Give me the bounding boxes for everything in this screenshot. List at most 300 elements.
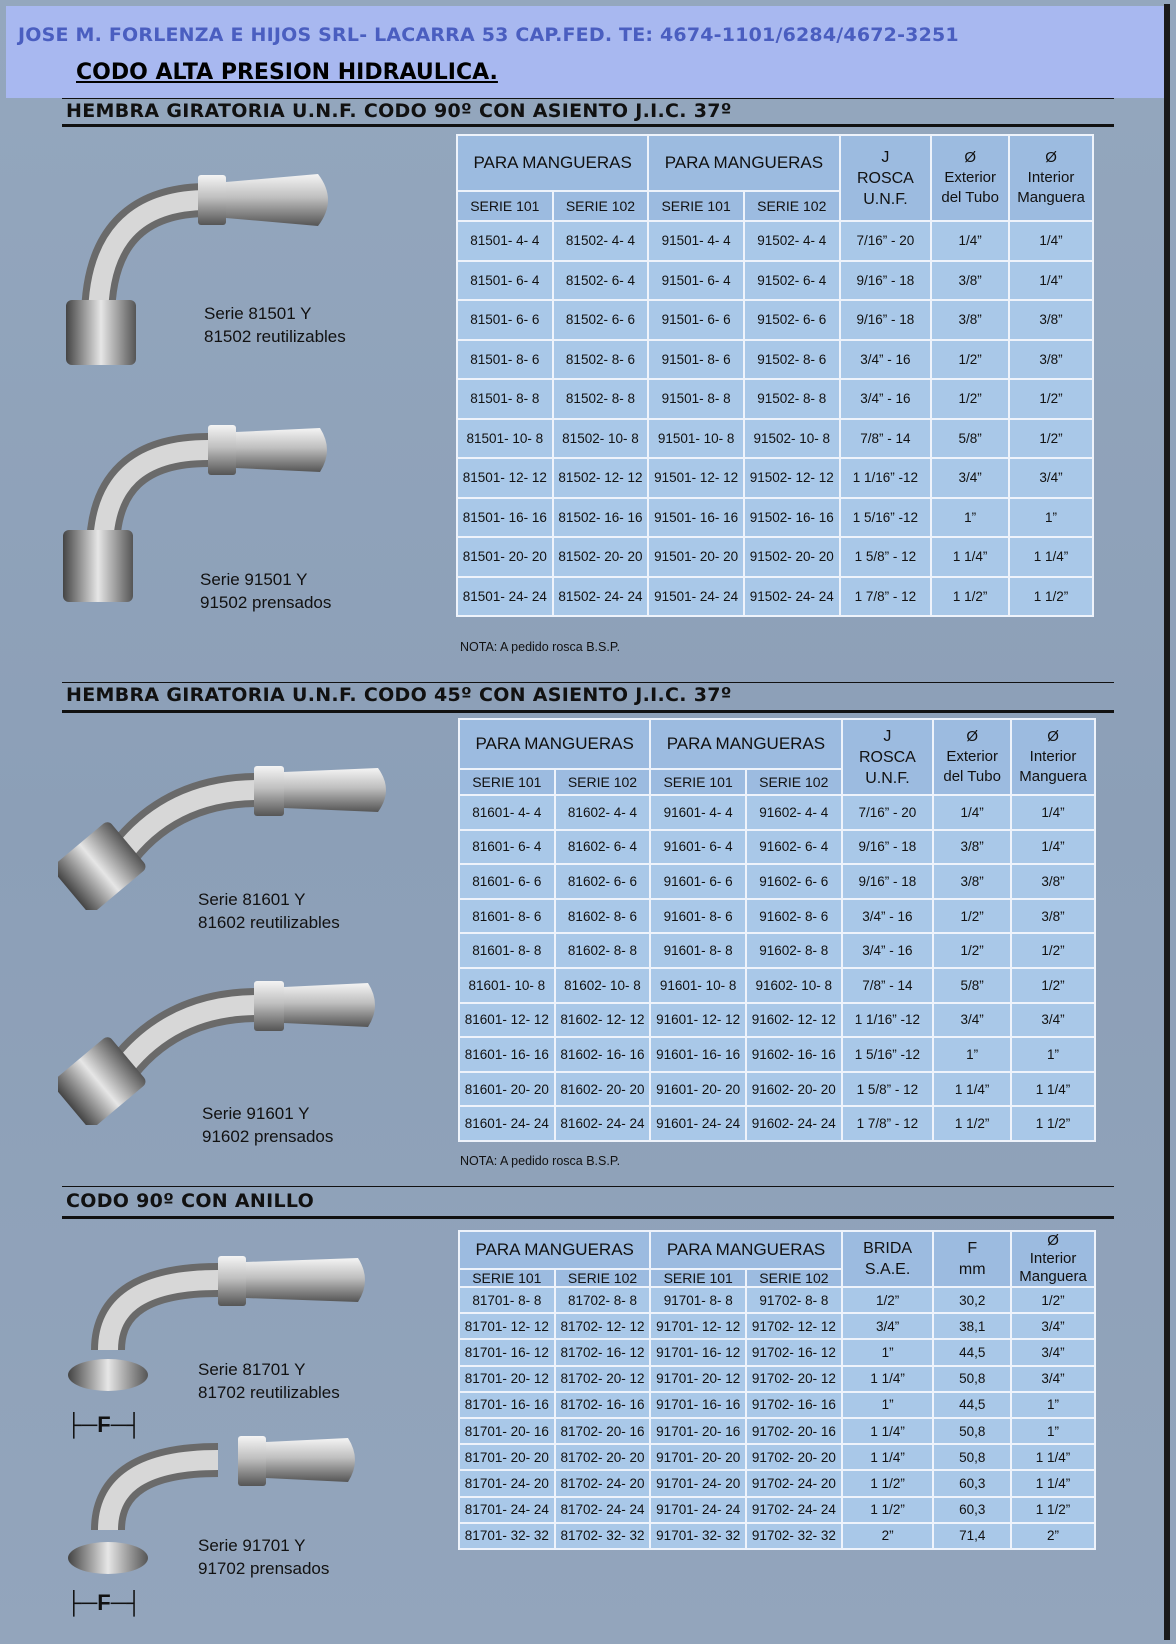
header-serie: SERIE 102 <box>744 191 840 221</box>
table-cell: 81601- 12- 12 <box>459 1003 555 1038</box>
header-exterior: Ø Exterior del Tubo <box>933 719 1011 795</box>
table-cell: 81602- 6- 6 <box>555 864 651 899</box>
table-row <box>457 498 1093 538</box>
table-cell: 1 1/2” <box>842 1470 934 1496</box>
table-cell: 1 1/4” <box>1011 1470 1095 1496</box>
header-group: PARA MANGUERAS <box>459 1231 650 1269</box>
table-row <box>459 1418 1095 1444</box>
caption-line: Serie 81501 Y <box>204 304 312 323</box>
table-cell: 3/8” <box>1011 899 1095 934</box>
table-cell: 1 1/4” <box>842 1444 934 1470</box>
table-cell: 1 1/4” <box>1011 1444 1095 1470</box>
table-cell: 81501- 20- 20 <box>457 537 553 577</box>
section-rule <box>62 124 1114 127</box>
table-cell: 9/16” - 18 <box>840 300 932 340</box>
caption-line: Serie 81701 Y <box>198 1360 306 1379</box>
caption-91601 <box>202 1102 333 1148</box>
table-cell: 81701- 16- 16 <box>459 1392 555 1418</box>
table-cell: 91502- 12- 12 <box>744 458 840 498</box>
table-cell: 91501- 8- 6 <box>648 340 744 380</box>
table-cell: 1/4” <box>933 795 1011 830</box>
table-cell: 1 1/4” <box>1009 537 1093 577</box>
table-cell: 81501- 6- 4 <box>457 261 553 301</box>
table-row <box>459 899 1095 934</box>
header-interior: Ø Interior Manguera <box>1011 719 1095 795</box>
section-rule-top <box>62 1186 1114 1187</box>
table-cell: 91501- 8- 8 <box>648 379 744 419</box>
table-row <box>459 1313 1095 1339</box>
table-cell: 91502- 10- 8 <box>744 419 840 459</box>
caption-line: Serie 91501 Y <box>200 570 308 589</box>
table-cell: 81502- 12- 12 <box>553 458 649 498</box>
header-rosca: J ROSCA U.N.F. <box>842 719 934 795</box>
table-cell: 1/2” <box>933 899 1011 934</box>
table-cell: 81602- 16- 16 <box>555 1037 651 1072</box>
company-info: JOSE M. FORLENZA E HIJOS SRL- LACARRA 53 CAP.FED. TE: 4674-1101/6284/4672-3251 <box>18 24 959 46</box>
header-serie: SERIE 102 <box>555 1269 651 1287</box>
table-cell: 91601- 8- 8 <box>650 933 746 968</box>
section-rule-top <box>62 682 1114 683</box>
caption-line: 91502 prensados <box>200 593 332 612</box>
spec-rows <box>459 1287 1095 1549</box>
table-row <box>459 830 1095 865</box>
table-cell: 3/8” <box>1011 864 1095 899</box>
header-f: F mm <box>933 1231 1011 1287</box>
table-cell: 81601- 8- 8 <box>459 933 555 968</box>
header-serie: SERIE 101 <box>648 191 744 221</box>
table-cell: 91702- 8- 8 <box>746 1287 842 1313</box>
table-cell: 81601- 20- 20 <box>459 1072 555 1107</box>
table-cell: 1/2” <box>1011 933 1095 968</box>
table-cell: 1/2” <box>1009 379 1093 419</box>
table-cell: 1” <box>842 1392 934 1418</box>
table-cell: 91501- 6- 6 <box>648 300 744 340</box>
page-edge <box>1164 4 1170 1640</box>
table-row <box>457 577 1093 617</box>
table-cell: 91601- 16- 16 <box>650 1037 746 1072</box>
table-cell: 91602- 12- 12 <box>746 1003 842 1038</box>
table-cell: 91601- 24- 24 <box>650 1106 746 1141</box>
table-row <box>459 1392 1095 1418</box>
table-cell: 81701- 20- 16 <box>459 1418 555 1444</box>
table-cell: 81602- 10- 8 <box>555 968 651 1003</box>
table-cell: 81601- 6- 4 <box>459 830 555 865</box>
table-cell: 1/4” <box>931 221 1009 261</box>
table-cell: 1 5/16” -12 <box>842 1037 934 1072</box>
table-cell: 81702- 12- 12 <box>555 1313 651 1339</box>
table-cell: 81702- 16- 16 <box>555 1392 651 1418</box>
table-cell: 1 1/4” <box>1011 1072 1095 1107</box>
header-interior: Ø Interior Manguera <box>1009 135 1093 221</box>
table-row <box>457 221 1093 261</box>
table-cell: 44,5 <box>933 1339 1011 1365</box>
table-row <box>457 537 1093 577</box>
table-cell: 81601- 4- 4 <box>459 795 555 830</box>
page-header <box>6 6 1164 98</box>
table-cell: 1” <box>1011 1418 1095 1444</box>
table-cell: 81701- 12- 12 <box>459 1313 555 1339</box>
table-cell: 1/4” <box>1011 795 1095 830</box>
table-cell: 81502- 20- 20 <box>553 537 649 577</box>
table-cell: 1 7/8” - 12 <box>842 1106 934 1141</box>
table-row <box>457 340 1093 380</box>
table-cell: 81502- 10- 8 <box>553 419 649 459</box>
table-cell: 3/4” <box>842 1313 934 1339</box>
table-cell: 81702- 16- 12 <box>555 1339 651 1365</box>
table-cell: 91701- 24- 24 <box>650 1497 746 1523</box>
table-cell: 91501- 24- 24 <box>648 577 744 617</box>
table-row <box>459 1366 1095 1392</box>
header-serie: SERIE 102 <box>553 191 649 221</box>
table-cell: 81701- 32- 32 <box>459 1523 555 1549</box>
table-cell: 81502- 16- 16 <box>553 498 649 538</box>
caption-line: 91602 prensados <box>202 1127 334 1146</box>
table-cell: 81501- 8- 6 <box>457 340 553 380</box>
table-cell: 91602- 16- 16 <box>746 1037 842 1072</box>
spec-table-90-anillo <box>458 1230 1096 1550</box>
spec-rows <box>457 221 1093 616</box>
section-title-90-anillo: CODO 90º CON ANILLO <box>66 1190 315 1212</box>
table-cell: 81501- 4- 4 <box>457 221 553 261</box>
section-title-45-jic: HEMBRA GIRATORIA U.N.F. CODO 45º CON ASIENTO J.I.C. 37º <box>66 684 732 706</box>
table-row <box>459 864 1095 899</box>
table-cell: 3/4” <box>1011 1339 1095 1365</box>
table-row <box>457 458 1093 498</box>
table-cell: 50,8 <box>933 1444 1011 1470</box>
table-cell: 60,3 <box>933 1470 1011 1496</box>
section-rule <box>62 1216 1114 1219</box>
table-row <box>457 419 1093 459</box>
table-row <box>459 1287 1095 1313</box>
table-cell: 3/4” - 16 <box>842 899 934 934</box>
dimension-f-marker: ├─F─┤ <box>66 1590 142 1615</box>
header-serie: SERIE 102 <box>555 769 651 795</box>
table-cell: 81702- 20- 16 <box>555 1418 651 1444</box>
table-cell: 91602- 8- 8 <box>746 933 842 968</box>
table-cell: 9/16” - 18 <box>842 830 934 865</box>
table-cell: 91501- 10- 8 <box>648 419 744 459</box>
table-cell: 1 1/4” <box>842 1418 934 1444</box>
table-cell: 91601- 10- 8 <box>650 968 746 1003</box>
table-row <box>459 1072 1095 1107</box>
note-bsp: NOTA: A pedido rosca B.S.P. <box>460 640 621 654</box>
table-cell: 91601- 20- 20 <box>650 1072 746 1107</box>
table-cell: 91602- 8- 6 <box>746 899 842 934</box>
table-cell: 91602- 20- 20 <box>746 1072 842 1107</box>
elbow-90-reusable-image <box>58 170 358 385</box>
table-cell: 1 5/8” - 12 <box>840 537 932 577</box>
table-cell: 50,8 <box>933 1418 1011 1444</box>
table-cell: 91501- 20- 20 <box>648 537 744 577</box>
table-cell: 91602- 6- 4 <box>746 830 842 865</box>
table-cell: 3/4” - 16 <box>840 379 932 419</box>
table-cell: 81501- 16- 16 <box>457 498 553 538</box>
table-cell: 91501- 16- 16 <box>648 498 744 538</box>
caption-line: 81602 reutilizables <box>198 913 340 932</box>
caption-line: Serie 81601 Y <box>198 890 306 909</box>
table-cell: 3/8” <box>933 830 1011 865</box>
header-serie: SERIE 102 <box>746 1269 842 1287</box>
table-cell: 2” <box>842 1523 934 1549</box>
table-cell: 3/4” <box>1011 1366 1095 1392</box>
table-row <box>459 1037 1095 1072</box>
table-cell: 3/4” <box>931 458 1009 498</box>
header-exterior: Ø Exterior del Tubo <box>931 135 1009 221</box>
header-group: PARA MANGUERAS <box>648 135 839 191</box>
section-rule <box>62 710 1114 713</box>
table-cell: 81502- 6- 6 <box>553 300 649 340</box>
header-group: PARA MANGUERAS <box>650 719 841 769</box>
table-cell: 1/2” <box>1011 1287 1095 1313</box>
table-cell: 91701- 12- 12 <box>650 1313 746 1339</box>
table-cell: 1/4” <box>1009 221 1093 261</box>
table-cell: 81702- 24- 20 <box>555 1470 651 1496</box>
table-cell: 91501- 4- 4 <box>648 221 744 261</box>
table-cell: 38,1 <box>933 1313 1011 1339</box>
table-cell: 3/4” <box>933 1003 1011 1038</box>
header-serie: SERIE 101 <box>650 1269 746 1287</box>
table-cell: 91702- 24- 20 <box>746 1470 842 1496</box>
table-cell: 1/2” <box>931 340 1009 380</box>
table-cell: 91701- 20- 12 <box>650 1366 746 1392</box>
table-cell: 1” <box>933 1037 1011 1072</box>
table-cell: 5/8” <box>933 968 1011 1003</box>
table-cell: 1 1/2” <box>1011 1106 1095 1141</box>
table-cell: 1 5/8” - 12 <box>842 1072 934 1107</box>
header-serie: SERIE 102 <box>746 769 842 795</box>
table-row <box>457 261 1093 301</box>
table-row <box>459 968 1095 1003</box>
table-cell: 91702- 20- 20 <box>746 1444 842 1470</box>
table-cell: 60,3 <box>933 1497 1011 1523</box>
table-cell: 91701- 32- 32 <box>650 1523 746 1549</box>
table-cell: 91602- 24- 24 <box>746 1106 842 1141</box>
table-cell: 1 1/4” <box>933 1072 1011 1107</box>
table-cell: 1/4” <box>1009 261 1093 301</box>
table-cell: 91502- 24- 24 <box>744 577 840 617</box>
table-cell: 81601- 8- 6 <box>459 899 555 934</box>
table-row <box>457 379 1093 419</box>
table-cell: 81601- 6- 6 <box>459 864 555 899</box>
table-cell: 1/2” <box>931 379 1009 419</box>
table-cell: 3/8” <box>931 261 1009 301</box>
table-cell: 1/2” <box>1011 968 1095 1003</box>
table-cell: 3/4” <box>1009 458 1093 498</box>
caption-line: Serie 91701 Y <box>198 1536 306 1555</box>
table-cell: 91502- 8- 6 <box>744 340 840 380</box>
table-cell: 1” <box>1011 1037 1095 1072</box>
table-cell: 81601- 16- 16 <box>459 1037 555 1072</box>
table-cell: 91702- 20- 12 <box>746 1366 842 1392</box>
table-cell: 81502- 6- 4 <box>553 261 649 301</box>
table-cell: 7/16” - 20 <box>840 221 932 261</box>
caption-81701 <box>198 1358 340 1404</box>
table-row <box>459 1523 1095 1549</box>
table-cell: 81702- 20- 20 <box>555 1444 651 1470</box>
table-cell: 81602- 24- 24 <box>555 1106 651 1141</box>
table-cell: 1/2” <box>933 933 1011 968</box>
table-cell: 81502- 8- 6 <box>553 340 649 380</box>
table-cell: 1 1/4” <box>842 1366 934 1392</box>
header-group: PARA MANGUERAS <box>457 135 648 191</box>
table-row <box>459 795 1095 830</box>
table-cell: 3/4” <box>1011 1313 1095 1339</box>
table-cell: 91702- 16- 16 <box>746 1392 842 1418</box>
table-cell: 81602- 4- 4 <box>555 795 651 830</box>
caption-line: Serie 91601 Y <box>202 1104 310 1123</box>
table-cell: 81702- 8- 8 <box>555 1287 651 1313</box>
table-cell: 1/4” <box>1011 830 1095 865</box>
table-cell: 91502- 20- 20 <box>744 537 840 577</box>
table-cell: 1 1/2” <box>931 577 1009 617</box>
caption-line: 81702 reutilizables <box>198 1383 340 1402</box>
table-cell: 3/4” - 16 <box>840 340 932 380</box>
table-cell: 1 5/16” -12 <box>840 498 932 538</box>
table-row <box>459 1003 1095 1038</box>
header-group: PARA MANGUERAS <box>650 1231 841 1269</box>
table-cell: 81702- 32- 32 <box>555 1523 651 1549</box>
header-rosca: J ROSCA U.N.F. <box>840 135 932 221</box>
section-rule-top <box>62 98 1114 99</box>
table-cell: 81702- 24- 24 <box>555 1497 651 1523</box>
header-serie: SERIE 101 <box>650 769 746 795</box>
table-cell: 1 1/16” -12 <box>840 458 932 498</box>
table-cell: 91702- 16- 12 <box>746 1339 842 1365</box>
table-cell: 91702- 32- 32 <box>746 1523 842 1549</box>
table-cell: 3/4” <box>1011 1003 1095 1038</box>
table-cell: 91701- 20- 20 <box>650 1444 746 1470</box>
table-cell: 1” <box>1009 498 1093 538</box>
table-cell: 81702- 20- 12 <box>555 1366 651 1392</box>
table-cell: 1” <box>842 1339 934 1365</box>
table-cell: 50,8 <box>933 1366 1011 1392</box>
caption-81501 <box>204 302 346 348</box>
spec-rows <box>459 795 1095 1141</box>
table-cell: 1 1/2” <box>1009 577 1093 617</box>
table-cell: 81701- 24- 20 <box>459 1470 555 1496</box>
table-cell: 81602- 6- 4 <box>555 830 651 865</box>
table-cell: 1 7/8” - 12 <box>840 577 932 617</box>
table-cell: 81501- 24- 24 <box>457 577 553 617</box>
table-cell: 2” <box>1011 1523 1095 1549</box>
table-cell: 91601- 6- 4 <box>650 830 746 865</box>
table-cell: 71,4 <box>933 1523 1011 1549</box>
table-cell: 7/8” - 14 <box>842 968 934 1003</box>
header-serie: SERIE 101 <box>459 1269 555 1287</box>
table-cell: 30,2 <box>933 1287 1011 1313</box>
table-cell: 1 1/2” <box>933 1106 1011 1141</box>
table-cell: 1 1/16” -12 <box>842 1003 934 1038</box>
table-cell: 3/8” <box>931 300 1009 340</box>
dimension-f-label: F <box>97 1412 111 1437</box>
table-cell: 81602- 8- 6 <box>555 899 651 934</box>
table-cell: 81502- 4- 4 <box>553 221 649 261</box>
table-cell: 3/8” <box>1009 300 1093 340</box>
table-cell: 1 1/2” <box>842 1497 934 1523</box>
table-cell: 91501- 6- 4 <box>648 261 744 301</box>
table-row <box>457 300 1093 340</box>
table-cell: 91502- 8- 8 <box>744 379 840 419</box>
table-row <box>459 1444 1095 1470</box>
table-cell: 91702- 24- 24 <box>746 1497 842 1523</box>
table-cell: 91602- 6- 6 <box>746 864 842 899</box>
table-cell: 81701- 24- 24 <box>459 1497 555 1523</box>
caption-91701 <box>198 1534 329 1580</box>
table-cell: 81501- 10- 8 <box>457 419 553 459</box>
table-cell: 81501- 6- 6 <box>457 300 553 340</box>
table-cell: 91502- 6- 4 <box>744 261 840 301</box>
table-cell: 3/8” <box>1009 340 1093 380</box>
header-brida: BRIDA S.A.E. <box>842 1231 934 1287</box>
table-cell: 81602- 20- 20 <box>555 1072 651 1107</box>
table-cell: 91502- 4- 4 <box>744 221 840 261</box>
table-row <box>459 1497 1095 1523</box>
table-cell: 91602- 4- 4 <box>746 795 842 830</box>
table-cell: 91701- 16- 16 <box>650 1392 746 1418</box>
table-cell: 91601- 4- 4 <box>650 795 746 830</box>
table-cell: 3/8” <box>933 864 1011 899</box>
table-cell: 91502- 6- 6 <box>744 300 840 340</box>
caption-91501 <box>200 568 331 614</box>
table-cell: 1 1/4” <box>931 537 1009 577</box>
table-cell: 91701- 8- 8 <box>650 1287 746 1313</box>
table-cell: 81701- 16- 12 <box>459 1339 555 1365</box>
table-cell: 91501- 12- 12 <box>648 458 744 498</box>
dimension-f-label: F <box>97 1590 111 1615</box>
caption-line: 91702 prensados <box>198 1559 330 1578</box>
table-row <box>459 1470 1095 1496</box>
table-cell: 91602- 10- 8 <box>746 968 842 1003</box>
table-row <box>459 933 1095 968</box>
dimension-f-marker: ├─F─┤ <box>66 1412 142 1437</box>
table-cell: 81502- 24- 24 <box>553 577 649 617</box>
header-group: PARA MANGUERAS <box>459 719 650 769</box>
table-cell: 91701- 20- 16 <box>650 1418 746 1444</box>
table-cell: 91601- 8- 6 <box>650 899 746 934</box>
table-row <box>459 1106 1095 1141</box>
table-cell: 9/16” - 18 <box>840 261 932 301</box>
spec-table-45-jic <box>458 718 1096 1142</box>
table-cell: 7/16” - 20 <box>842 795 934 830</box>
table-cell: 5/8” <box>931 419 1009 459</box>
header-serie: SERIE 101 <box>457 191 553 221</box>
table-cell: 7/8” - 14 <box>840 419 932 459</box>
table-cell: 91702- 12- 12 <box>746 1313 842 1339</box>
table-cell: 44,5 <box>933 1392 1011 1418</box>
table-row <box>459 1339 1095 1365</box>
table-cell: 81502- 8- 8 <box>553 379 649 419</box>
table-cell: 81601- 10- 8 <box>459 968 555 1003</box>
table-cell: 1” <box>1011 1392 1095 1418</box>
table-cell: 91601- 6- 6 <box>650 864 746 899</box>
table-cell: 1/2” <box>842 1287 934 1313</box>
table-cell: 91601- 12- 12 <box>650 1003 746 1038</box>
caption-line: 81502 reutilizables <box>204 327 346 346</box>
table-cell: 3/4” - 16 <box>842 933 934 968</box>
table-cell: 81701- 8- 8 <box>459 1287 555 1313</box>
table-cell: 81601- 24- 24 <box>459 1106 555 1141</box>
table-cell: 1” <box>931 498 1009 538</box>
table-cell: 9/16” - 18 <box>842 864 934 899</box>
header-interior: Ø Interior Manguera <box>1011 1231 1095 1287</box>
spec-table-90-jic <box>456 134 1094 617</box>
page-title: CODO ALTA PRESION HIDRAULICA. <box>76 60 498 85</box>
section-title-90-jic: HEMBRA GIRATORIA U.N.F. CODO 90º CON ASIENTO J.I.C. 37º <box>66 100 732 122</box>
caption-81601 <box>198 888 340 934</box>
table-cell: 81501- 12- 12 <box>457 458 553 498</box>
table-cell: 1/2” <box>1009 419 1093 459</box>
table-cell: 81701- 20- 12 <box>459 1366 555 1392</box>
